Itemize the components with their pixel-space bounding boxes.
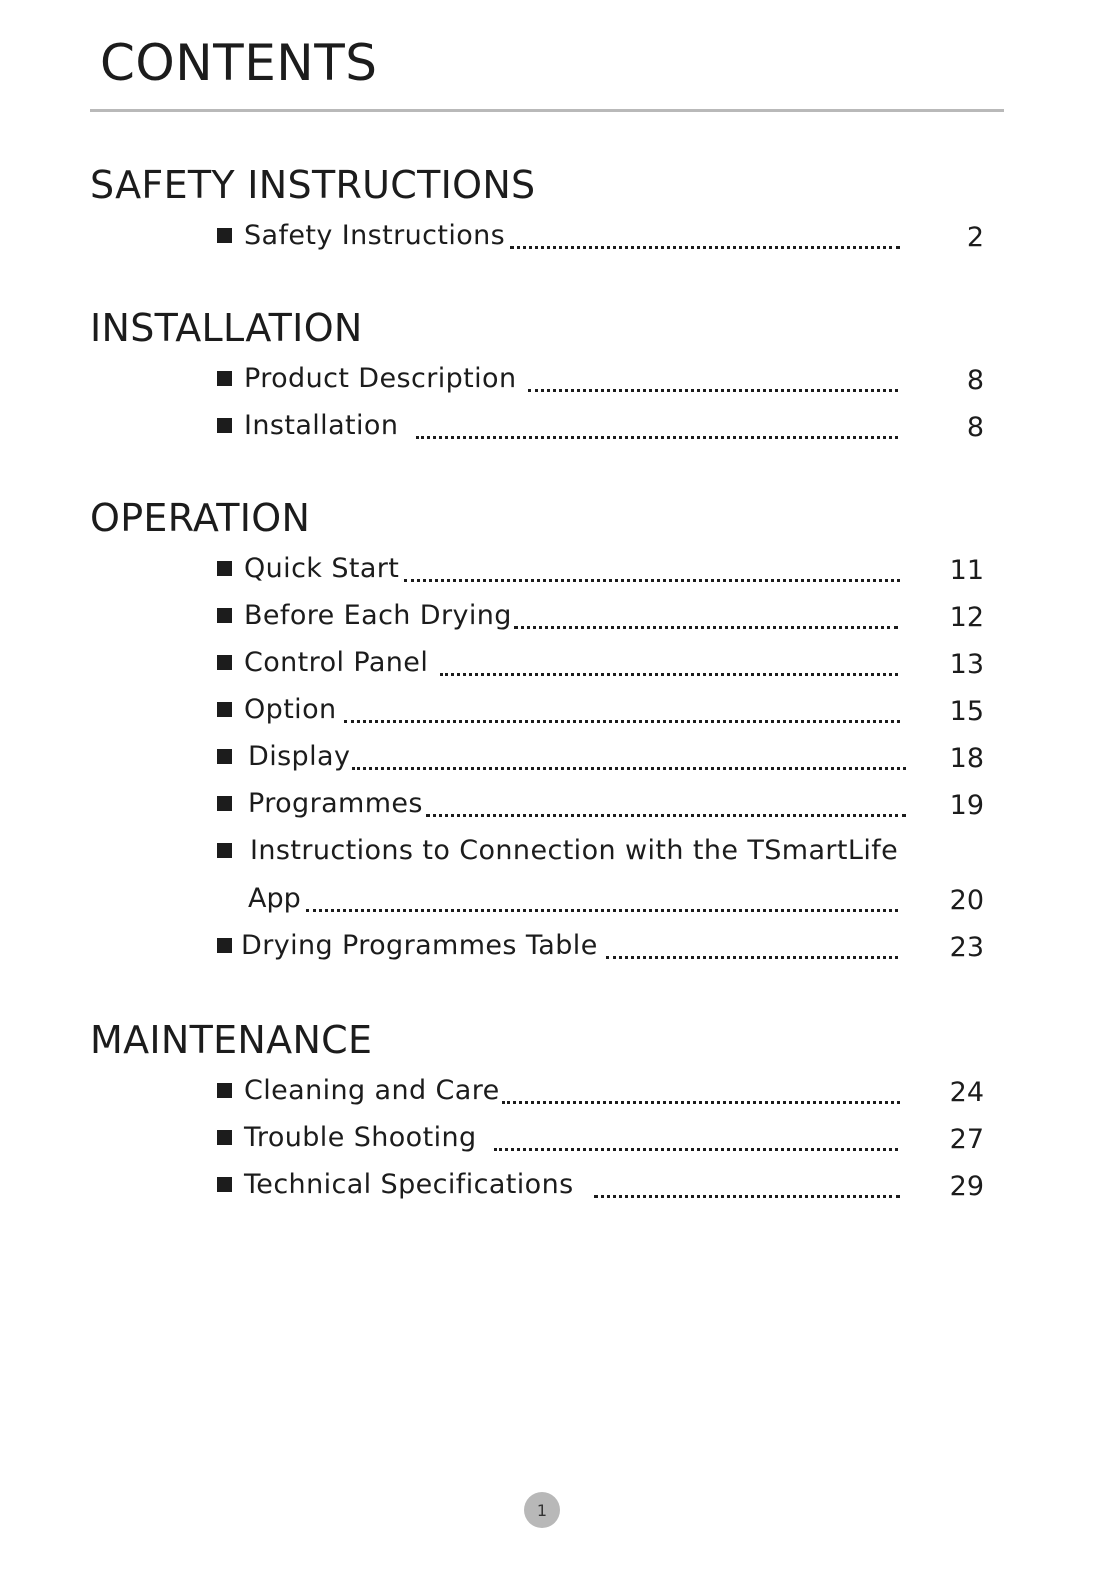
square-bullet-icon — [217, 608, 232, 623]
toc-entry-label: Instructions to Connection with the TSmartLife — [250, 835, 899, 866]
toc-entry-page: 13 — [949, 649, 984, 680]
square-bullet-icon — [217, 655, 232, 670]
toc-entry-page: 8 — [966, 365, 984, 396]
dot-leader — [352, 755, 906, 770]
toc-entry-page: 23 — [949, 932, 984, 963]
dot-leader — [502, 1089, 900, 1104]
square-bullet-icon — [217, 1177, 232, 1192]
toc-entry-drying-programmes-table[interactable] — [0, 930, 1096, 970]
section-heading: INSTALLATION — [90, 306, 363, 350]
toc-entry-programmes[interactable] — [0, 788, 1096, 828]
toc-entry-tsmartlife-connection[interactable] — [0, 835, 1096, 925]
toc-entry-label: Technical Specifications — [244, 1169, 574, 1200]
toc-entry-label: Programmes — [248, 788, 423, 819]
toc-entry-option[interactable] — [0, 694, 1096, 734]
toc-entry-label: Trouble Shooting — [244, 1122, 477, 1153]
square-bullet-icon — [217, 228, 232, 243]
toc-entry-label: Before Each Drying — [244, 600, 512, 631]
toc-entry-page: 2 — [966, 222, 984, 253]
toc-entry-label: Safety Instructions — [244, 220, 506, 251]
toc-entry-label: Quick Start — [244, 553, 400, 584]
dot-leader — [404, 567, 900, 582]
toc-entry-page: 18 — [949, 743, 984, 774]
title-divider — [90, 109, 1004, 112]
dot-leader — [306, 897, 898, 912]
page-number-badge — [524, 1492, 560, 1528]
toc-entry-product-description[interactable] — [0, 363, 1096, 403]
toc-entry-control-panel[interactable] — [0, 647, 1096, 687]
toc-entry-label: Cleaning and Care — [244, 1075, 500, 1106]
toc-entry-label: Product Description — [244, 363, 517, 394]
toc-entry-page: 12 — [949, 602, 984, 633]
section-heading: SAFETY INSTRUCTIONS — [90, 163, 536, 207]
toc-entry-display[interactable] — [0, 741, 1096, 781]
toc-entry-page: 20 — [949, 885, 984, 916]
page-title: CONTENTS — [100, 34, 378, 92]
toc-entry-label: Option — [244, 694, 337, 725]
dot-leader — [528, 377, 898, 392]
square-bullet-icon — [217, 561, 232, 576]
dot-leader — [416, 424, 898, 439]
square-bullet-icon — [217, 418, 232, 433]
toc-entry-before-each-drying[interactable] — [0, 600, 1096, 640]
toc-entry-cleaning-and-care[interactable] — [0, 1075, 1096, 1115]
section-heading: MAINTENANCE — [90, 1018, 373, 1062]
toc-entry-technical-specifications[interactable] — [0, 1169, 1096, 1209]
square-bullet-icon — [217, 796, 232, 811]
dot-leader — [606, 944, 898, 959]
page-number: 1 — [536, 1500, 548, 1520]
toc-entry-installation[interactable] — [0, 410, 1096, 450]
toc-entry-page: 15 — [949, 696, 984, 727]
square-bullet-icon — [217, 1083, 232, 1098]
square-bullet-icon — [217, 938, 232, 953]
toc-entry-quick-start[interactable] — [0, 553, 1096, 593]
toc-entry-label: Control Panel — [244, 647, 429, 678]
toc-entry-page: 19 — [949, 790, 984, 821]
section-heading: OPERATION — [90, 496, 311, 540]
square-bullet-icon — [217, 843, 232, 858]
square-bullet-icon — [217, 371, 232, 386]
toc-entry-page: 8 — [966, 412, 984, 443]
dot-leader — [510, 234, 900, 249]
toc-entry-page: 24 — [949, 1077, 984, 1108]
dot-leader — [494, 1136, 898, 1151]
dot-leader — [440, 661, 898, 676]
dot-leader — [426, 802, 906, 817]
toc-entry-page: 27 — [949, 1124, 984, 1155]
square-bullet-icon — [217, 702, 232, 717]
dot-leader — [514, 614, 898, 629]
toc-entry-label: Installation — [244, 410, 399, 441]
toc-entry-label: Display — [248, 741, 351, 772]
toc-entry-trouble-shooting[interactable] — [0, 1122, 1096, 1162]
square-bullet-icon — [217, 749, 232, 764]
toc-entry-page: 29 — [949, 1171, 984, 1202]
square-bullet-icon — [217, 1130, 232, 1145]
toc-entry-label: Drying Programmes Table — [241, 930, 598, 961]
toc-entry-label-continued: App — [248, 883, 301, 914]
toc-entry-page: 11 — [949, 555, 984, 586]
dot-leader — [344, 708, 900, 723]
dot-leader — [594, 1183, 900, 1198]
toc-entry-safety-instructions[interactable] — [0, 220, 1096, 260]
